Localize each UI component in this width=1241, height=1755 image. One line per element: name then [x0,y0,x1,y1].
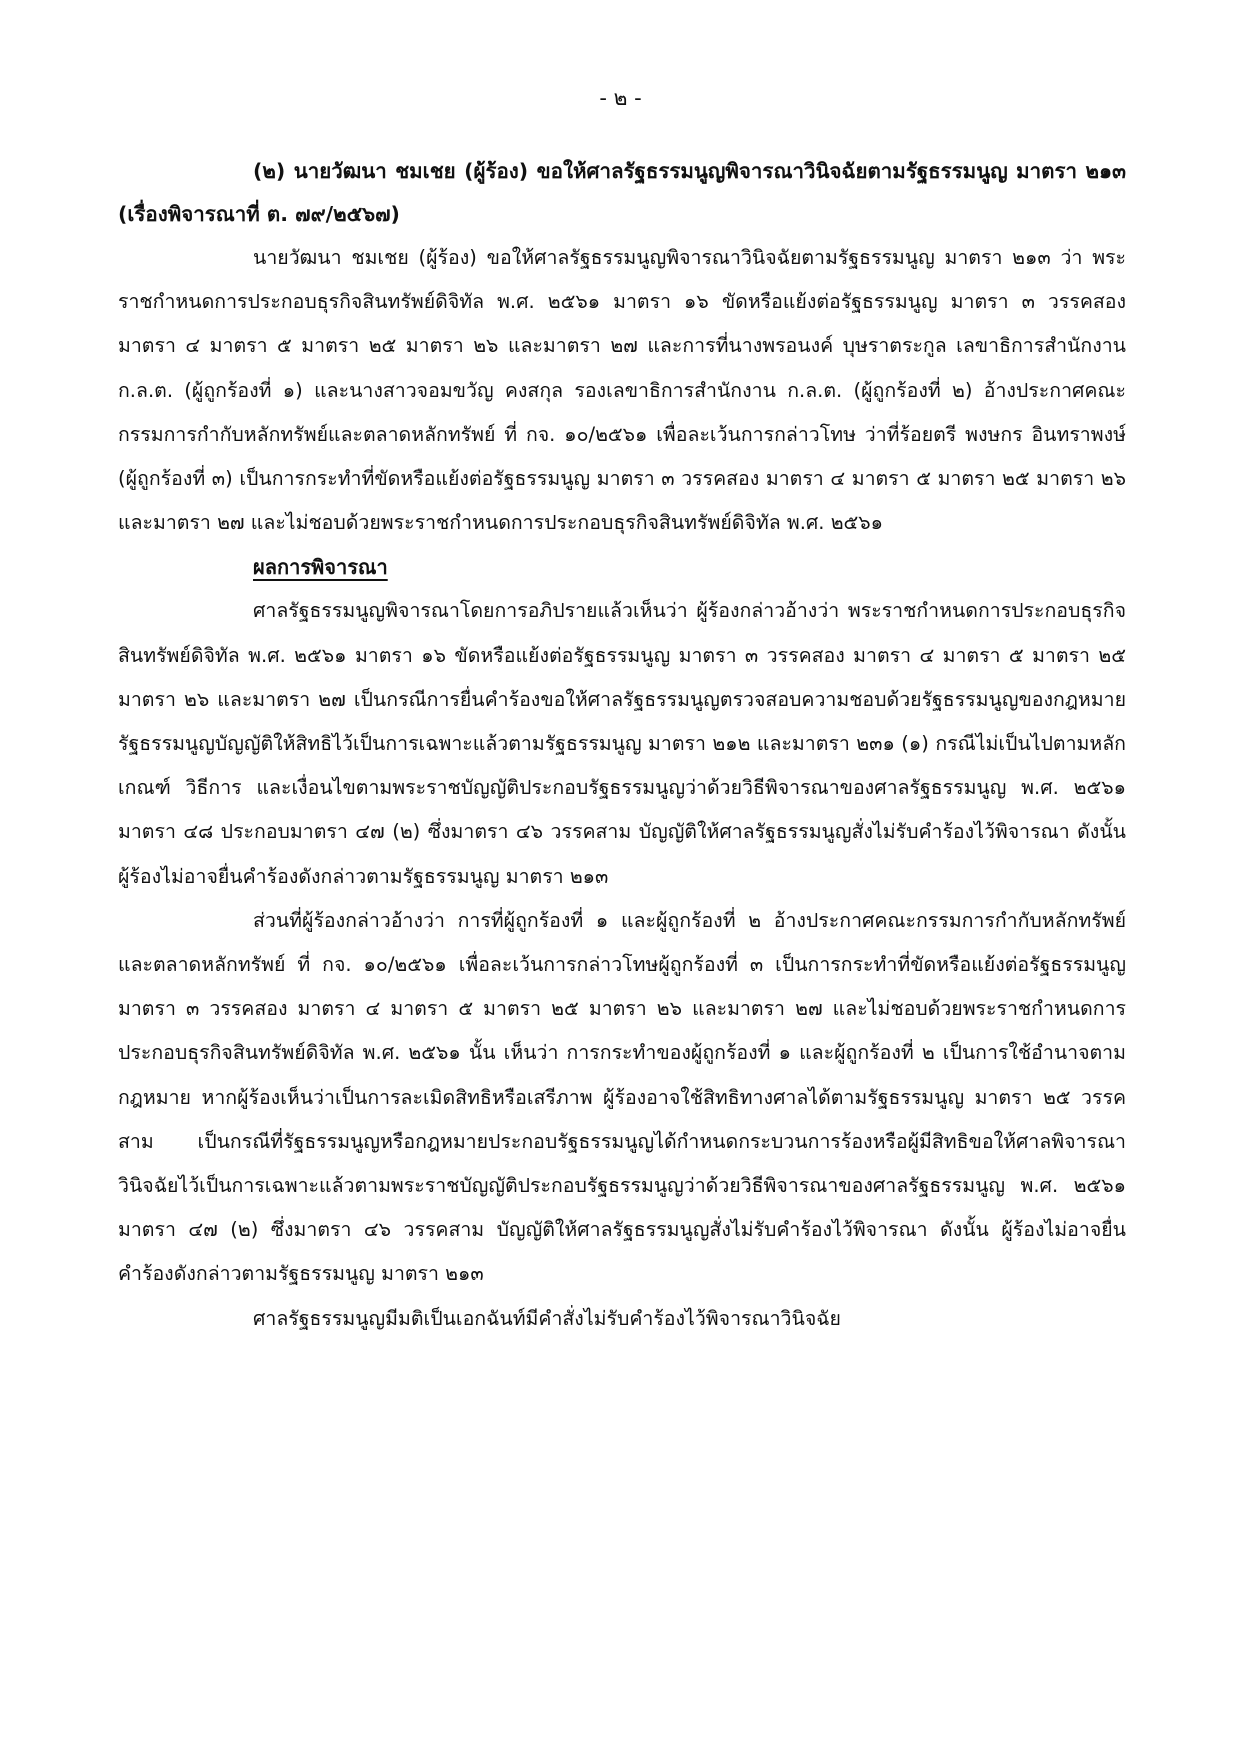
resolution-paragraph: ศาลรัฐธรรมนูญมีมติเป็นเอกฉันท์มีคำสั่งไม่รับคำร้องไว้พิจารณาวินิจฉัย [253,1306,841,1330]
result-paragraph-1: ศาลรัฐธรรมนูญพิจารณาโดยการอภิปรายแล้วเห็นว่า ผู้ร้องกล่าวอ้างว่า พระราชกำหนดการประกอบธุรกิจสินทรัพย์ดิจิทัล พ.ศ. ๒๕๖๑ มาตรา ๑๖ ขัดหรือแย้งต่อรัฐธรรมนูญ มาตรา ๓ วรรคสอง มาตรา ๔ มาตรา ๕ มาตรา ๒๕ มาตรา ๒๖ และมาตรา ๒๗ เป็นกรณีการยื่นคำร้องขอให้ศาลรัฐธรรมนูญตรวจสอบความชอบด้วยรัฐธรรมนูญของกฎหมาย รัฐธรรมนูญบัญญัติให้สิทธิไว้เป็นการเฉพาะแล้วตามรัฐธรรมนูญ มาตรา ๒๑๒ และมาตรา ๒๓๑ (๑) กรณีไม่เป็นไปตามหลักเกณฑ์ วิธีการ และเงื่อนไขตามพระราชบัญญัติประกอบรัฐธรรมนูญว่าด้วยวิธีพิจารณาของศาลรัฐธรรมนูญ พ.ศ. ๒๕๖๑ มาตรา ๔๘ ประกอบมาตรา ๔๗ (๒) ซึ่งมาตรา ๔๖ วรรคสาม บัญญัติให้ศาลรัฐธรรมนูญสั่งไม่รับคำร้องไว้พิจารณา ดังนั้น ผู้ร้องไม่อาจยื่นคำร้องดังกล่าวตามรัฐธรรมนูญ มาตรา ๒๑๓ [118,599,1126,888]
result-paragraph-2: ส่วนที่ผู้ร้องกล่าวอ้างว่า การที่ผู้ถูกร้องที่ ๑ และผู้ถูกร้องที่ ๒ อ้างประกาศคณะกรรมการกำกับหลักทรัพย์และตลาดหลักทรัพย์ ที่ กจ. ๑๐/๒๕๖๑ เพื่อละเว้นการกล่าวโทษผู้ถูกร้องที่ ๓ เป็นการกระทำที่ขัดหรือแย้งต่อรัฐธรรมนูญ มาตรา ๓ วรรคสอง มาตรา ๔ มาตรา ๕ มาตรา ๒๕ มาตรา ๒๖ และมาตรา ๒๗ และไม่ชอบด้วยพระราชกำหนดการประกอบธุรกิจสินทรัพย์ดิจิทัล พ.ศ. ๒๕๖๑ นั้น เห็นว่า การกระทำของผู้ถูกร้องที่ ๑ และผู้ถูกร้องที่ ๒ เป็นการใช้อำนาจตามกฎหมาย หากผู้ร้องเห็นว่าเป็นการละเมิดสิทธิหรือเสรีภาพ ผู้ร้องอาจใช้สิทธิทางศาลได้ตามรัฐธรรมนูญ มาตรา ๒๕ วรรคสาม เป็นกรณีที่รัฐธรรมนูญหรือกฎหมายประกอบรัฐธรรมนูญได้กำหนดกระบวนการร้องหรือผู้มีสิทธิขอให้ศาลพิจารณาวินิจฉัยไว้เป็นการเฉพาะแล้วตามพระราชบัญญัติประกอบรัฐธรรมนูญว่าด้วยวิธีพิจารณาของศาลรัฐธรรมนูญ พ.ศ. ๒๕๖๑ มาตรา ๔๗ (๒) ซึ่งมาตรา ๔๖ วรรคสาม บัญญัติให้ศาลรัฐธรรมนูญสั่งไม่รับคำร้องไว้พิจารณา ดังนั้น ผู้ร้องไม่อาจยื่นคำร้องดังกล่าวตามรัฐธรรมนูญ มาตรา ๒๑๓ [118,908,1126,1286]
page-number: - ๒ - [599,86,642,110]
result-heading: ผลการพิจารณา [253,555,388,580]
petition-paragraph: นายวัฒนา ชมเชย (ผู้ร้อง) ขอให้ศาลรัฐธรรมนูญพิจารณาวินิจฉัยตามรัฐธรรมนูญ มาตรา ๒๑๓ ว่า พระราชกำหนดการประกอบธุรกิจสินทรัพย์ดิจิทัล พ.ศ. ๒๕๖๑ มาตรา ๑๖ ขัดหรือแย้งต่อรัฐธรรมนูญ มาตรา ๓ วรรคสอง มาตรา ๔ มาตรา ๕ มาตรา ๒๕ มาตรา ๒๖ และมาตรา ๒๗ และการที่นางพรอนงค์ บุษราตระกูล เลขาธิการสำนักงาน ก.ล.ต. (ผู้ถูกร้องที่ ๑) และนางสาวจอมขวัญ คงสกุล รองเลขาธิการสำนักงาน ก.ล.ต. (ผู้ถูกร้องที่ ๒) อ้างประกาศคณะกรรมการกำกับหลักทรัพย์และตลาดหลักทรัพย์ ที่ กจ. ๑๐/๒๕๖๑ เพื่อละเว้นการกล่าวโทษ ว่าที่ร้อยตรี พงษกร อินทราพงษ์ (ผู้ถูกร้องที่ ๓) เป็นการกระทำที่ขัดหรือแย้งต่อรัฐธรรมนูญ มาตรา ๓ วรรคสอง มาตรา ๔ มาตรา ๕ มาตรา ๒๕ มาตรา ๒๖ และมาตรา ๒๗ และไม่ชอบด้วยพระราชกำหนดการประกอบธุรกิจสินทรัพย์ดิจิทัล พ.ศ. ๒๕๖๑ [118,246,1126,535]
document-body [118,150,1126,1341]
case-heading: (๒) นายวัฒนา ชมเชย (ผู้ร้อง) ขอให้ศาลรัฐธรรมนูญพิจารณาวินิจฉัยตามรัฐธรรมนูญ มาตรา ๒๑๓ (เรื่องพิจารณาที่ ต. ๗๙/๒๕๖๗) [118,159,1126,226]
